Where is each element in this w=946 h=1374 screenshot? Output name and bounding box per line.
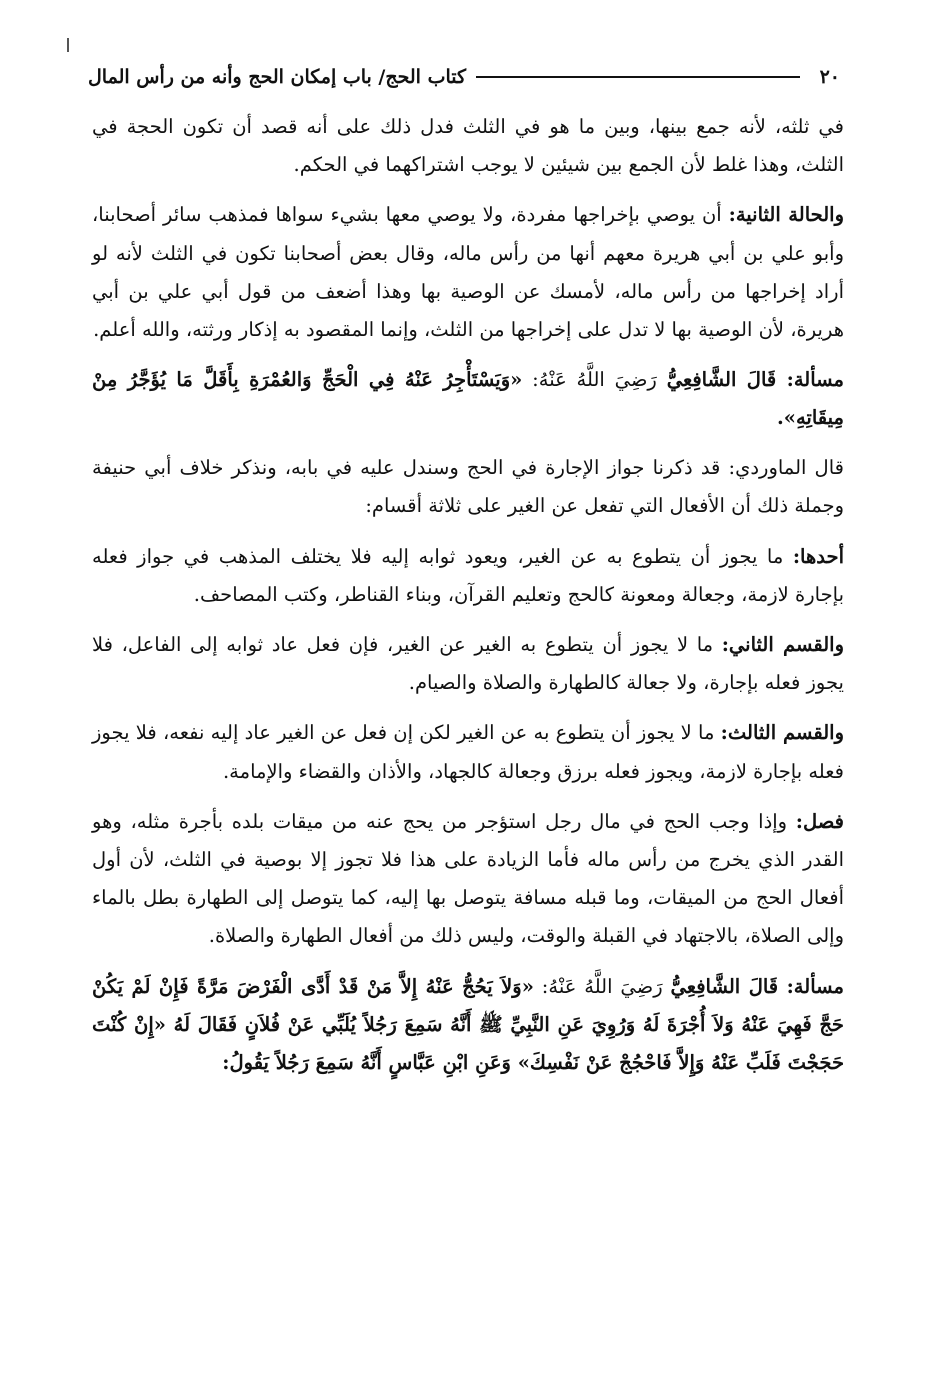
paragraph-second-case	[92, 196, 844, 349]
header-title: كتاب الحج/ باب إمكان الحج وأنه من رأس المال	[88, 66, 467, 88]
paragraph-text: ما لا يجوز أن يتطوع به عن الغير لكن إن فعل عن الغير عاد إليه نفعه، فلا يجوز فعله بإجارة لازمة، ويجوز فعله برزق وجعالة كالجهاد، والأذان والقضاء والإمامة.	[92, 721, 844, 783]
header-rule	[476, 76, 800, 78]
paragraph-masala-1	[92, 361, 844, 437]
quoted-text: «وَيَسْتَأْجِرُ عَنْهُ فِي الْحَجِّ وَالعُمْرَةِ بِأَقَلَّ مَا يُؤَجَّرُ مِنْ مِيقَاتِهِ».	[92, 368, 844, 430]
paragraph-masala-2	[92, 968, 844, 1082]
paragraph-text: أن يوصي بإخراجها مفردة، ولا يوصي معها بشيء سواها فمذهب سائر أصحابنا، وأبو علي بن أبي هريرة معهم أنها من رأس ماله، وقال بعض أصحابنا تكون في الثلث لأنه لو أراد إخراجها من رأس ماله، لأمسك عن الوصية بها وهذا أضعف من قول أبي علي بن أبي هريرة، لأن الوصية بها لا تدل على إخراجها من الثلث، وإنما المقصود به إذكار ورثته، والله أعلم.	[92, 203, 844, 342]
paragraph-third-category	[92, 714, 844, 790]
paragraph-fasl	[92, 803, 844, 956]
paragraph-lead: والحالة الثانية:	[728, 203, 844, 227]
paragraph-second-category	[92, 626, 844, 702]
paragraph-text: ما يجوز أن يتطوع به عن الغير، ويعود ثوابه إليه فلا يختلف المذهب في جواز فعله بإجارة لازمة، وجعالة ومعونة كالحج وتعليم القرآن، وبناء القناطر، وكتب المصاحف.	[92, 544, 844, 606]
paragraph-lead: مسألة: قَالَ الشَّافِعِيُّ	[666, 368, 844, 392]
paragraph-mawardi	[92, 449, 844, 525]
paragraph-continuation	[92, 108, 844, 184]
paragraph-lead: فصل:	[795, 809, 844, 833]
page-number: ٢٠	[819, 66, 840, 88]
honorific: رَضِيَ اللَّهُ عَنْهُ:	[533, 974, 671, 998]
paragraph-lead: والقسم الثاني:	[721, 633, 844, 657]
running-header	[88, 60, 840, 94]
quoted-text: «وَلاَ يَحُجُّ عَنْهُ إِلاَّ مَنْ قَدْ أَدَّى الْفَرْضَ مَرَّةً فَإِنْ لَمْ يَكُنْ حَجَّ فَهِيَ عَنْهُ وَلاَ أُجْرَةَ لَهُ وَرُوِيَ عَنِ النَّبِيِّ ﷺ أَنَّهُ سَمِعَ رَجُلاً يُلَبِّي عَنْ فُلاَنٍ فَقَالَ لَهُ «إِنْ كُنْتَ حَجَجْتَ فَلَبِّ عَنْهُ وَإِلاَّ فَاحْجُجْ عَنْ نَفْسِكَ» وَعَنِ ابْنِ عَبَّاسٍ أَنَّهُ سَمِعَ رَجُلاً يَقُولُ:	[92, 974, 844, 1074]
paragraph-text: قال الماوردي: قد ذكرنا جواز الإجارة في الحج وسندل عليه في بابه، ونذكر خلاف أبي حنيفة وجملة ذلك أن الأفعال التي تفعل عن الغير على ثلاثة أقسام:	[92, 456, 844, 518]
paragraph-text: في ثلثه، لأنه جمع بينها، وبين ما هو في الثلث فدل ذلك على أنه قصد أن تكون الحجة في الثلث، وهذا غلط لأن الجمع بين شيئين لا يوجب اشتراكهما في الحكم.	[92, 115, 844, 177]
page-body	[92, 108, 844, 1094]
honorific: رَضِيَ اللَّهُ عَنْهُ:	[522, 368, 667, 392]
paragraph-lead: أحدها:	[792, 544, 844, 568]
paragraph-lead: مسألة: قَالَ الشَّافِعِيُّ	[670, 974, 844, 998]
margin-mark	[67, 38, 69, 52]
paragraph-text: وإذا وجب الحج في مال رجل استؤجر من يحج عنه من ميقات بلده بأجرة مثله، وهو القدر الذي يخرج من رأس ماله فأما الزيادة على هذا فلا تجوز إلا بوصية في الثلث، لأن أول أفعال الحج من الميقات، وما قبله مسافة يتوصل بها إليه، كما يتوصل إلى الطهارة بطل بالماء وإلى الصلاة، بالاجتهاد في القبلة والوقت، وليس ذلك من أفعال الطهارة والصلاة.	[92, 809, 844, 948]
paragraph-first-category	[92, 538, 844, 614]
paragraph-lead: والقسم الثالث:	[720, 721, 845, 745]
paragraph-text: ما لا يجوز أن يتطوع به الغير عن الغير، فإن فعل عاد ثوابه إلى الفاعل، فلا يجوز فعله بإجارة، ولا جعالة كالطهارة والصلاة والصيام.	[92, 633, 844, 695]
